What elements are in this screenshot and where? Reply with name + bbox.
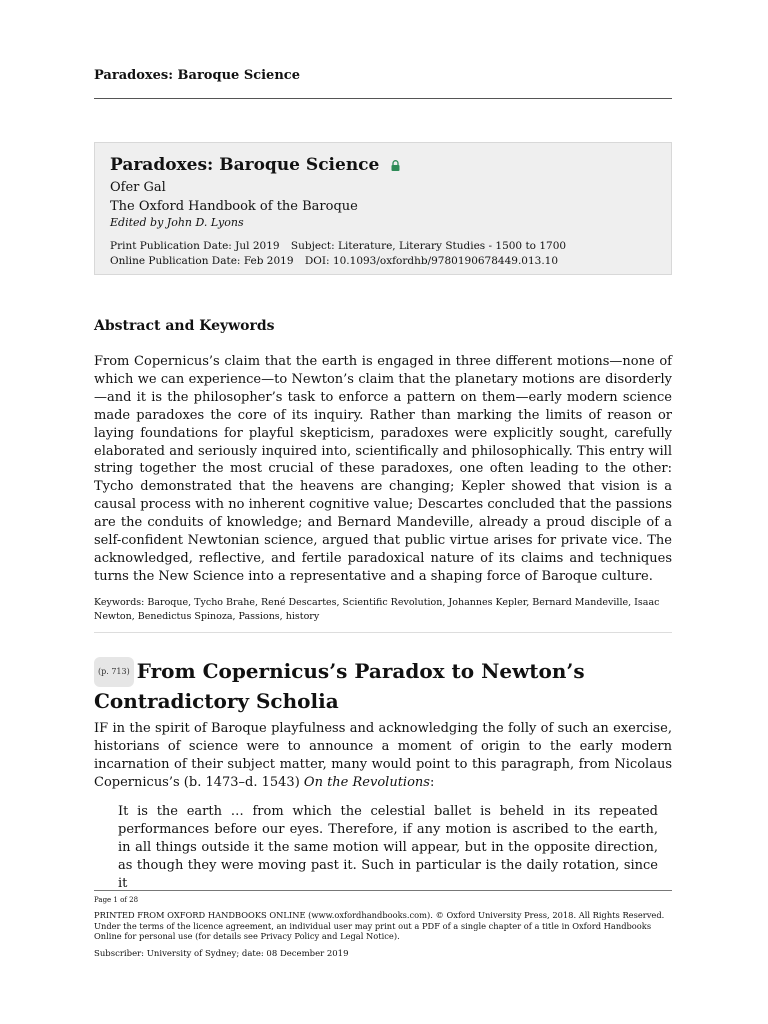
lock-icon <box>391 156 400 176</box>
subject-label: Subject: <box>290 240 335 252</box>
page-marker: (p. 713) <box>94 657 134 687</box>
page-number: Page 1 of 28 <box>94 896 139 904</box>
print-date: Jul 2019 <box>235 240 280 252</box>
print-publication-line <box>110 239 656 254</box>
body-punctuation: : <box>429 775 435 790</box>
subscriber-info: Subscriber: University of Sydney; date: 08 December 2019 <box>94 949 349 959</box>
online-date-label: Online Publication Date: <box>110 255 241 267</box>
metadata-box <box>94 142 672 275</box>
publication-info <box>110 239 656 269</box>
online-date: Feb 2019 <box>243 255 294 267</box>
article-title-row <box>110 155 656 176</box>
body-paragraph <box>94 720 672 792</box>
author[interactable]: Ofer Gal <box>110 180 166 195</box>
abstract-heading: Abstract and Keywords <box>94 318 275 334</box>
abstract-text: From Copernicus’s claim that the earth is engaged in three different motions—none of which we can experience—to Newton’s claim that the planetary motions are disorderly—and it is the philosopher’s task to enforce a pattern on them—early modern science made paradoxes the core of its inquiry. Rather than marking the limits of reason or laying foundations for playful skepticism, paradoxes were explicitly sought, carefully elaborated and seriously inquired into, scientifically and philosophically. This entry will string together the most crucial of these paradoxes, one often leading to the other: Tycho demonstrated that the heavens are changing; Kepler showed that vision is a causal process with no inherent cognitive value; Descartes concluded that the passions are the conduits of knowledge; and Bernard Mandeville, already a proud disciple of a self-confident Newtonian science, argued that public virtue arises for private vice. The acknowledged, reflective, and fertile paradoxical nature of its claims and techniques turns the New Science into a representative and a shaping force of Baroque culture. <box>94 354 672 584</box>
doi-label: DOI: <box>304 255 330 267</box>
copyright-notice: PRINTED FROM OXFORD HANDBOOKS ONLINE (www.oxfordhandbooks.com). © Oxford University Press, 2018. All Rights Reserved. Under the terms of the licence agreement, an individual user may print out a PDF of a single chapter of a title in Oxford Handbooks Online for personal use (for details see Privacy Policy and Legal Notice). <box>94 910 665 942</box>
keywords: Keywords: Baroque, Tycho Brahe, René Descartes, Scientific Revolution, Johannes Kepler, Bernard Mandeville, Isaac Newton, Benedictus Spinoza, Passions, history <box>94 597 660 622</box>
doi[interactable]: 10.1093/oxfordhb/9780190678449.013.10 <box>332 255 559 267</box>
book-title[interactable]: The Oxford Handbook of the Baroque <box>110 199 358 214</box>
subject[interactable]: Literature, Literary Studies - 1500 to 1700 <box>338 240 567 252</box>
body-text: IF in the spirit of Baroque playfulness and acknowledging the folly of such an exercise, historians of science were to announce a moment of origin to the early modern incarnation of their subject matter, many would point to this paragraph, from Nicolaus Copernicus’s (b. 1473–d. 1543) <box>94 721 672 790</box>
online-publication-line <box>110 254 656 269</box>
keywords-divider <box>94 632 672 633</box>
running-head: Paradoxes: Baroque Science <box>94 68 300 83</box>
header-divider <box>94 98 672 99</box>
footer-divider <box>94 890 672 891</box>
print-date-label: Print Publication Date: <box>110 240 232 252</box>
editor: Edited by John D. Lyons <box>110 216 244 229</box>
block-quote: It is the earth … from which the celestial ballet is beheld in its repeated performances before our eyes. Therefore, if any motion is ascribed to the earth, in all things outside it the same motion will appear, but in the opposite direction, as though they were moving past it. Such in particular is the daily rotation, since it <box>118 804 658 891</box>
section-heading <box>94 657 672 715</box>
article-title: Paradoxes: Baroque Science <box>110 155 380 175</box>
section-title: From Copernicus’s Paradox to Newton’s Contradictory Scholia <box>94 659 585 713</box>
work-title: On the Revolutions <box>303 775 430 790</box>
